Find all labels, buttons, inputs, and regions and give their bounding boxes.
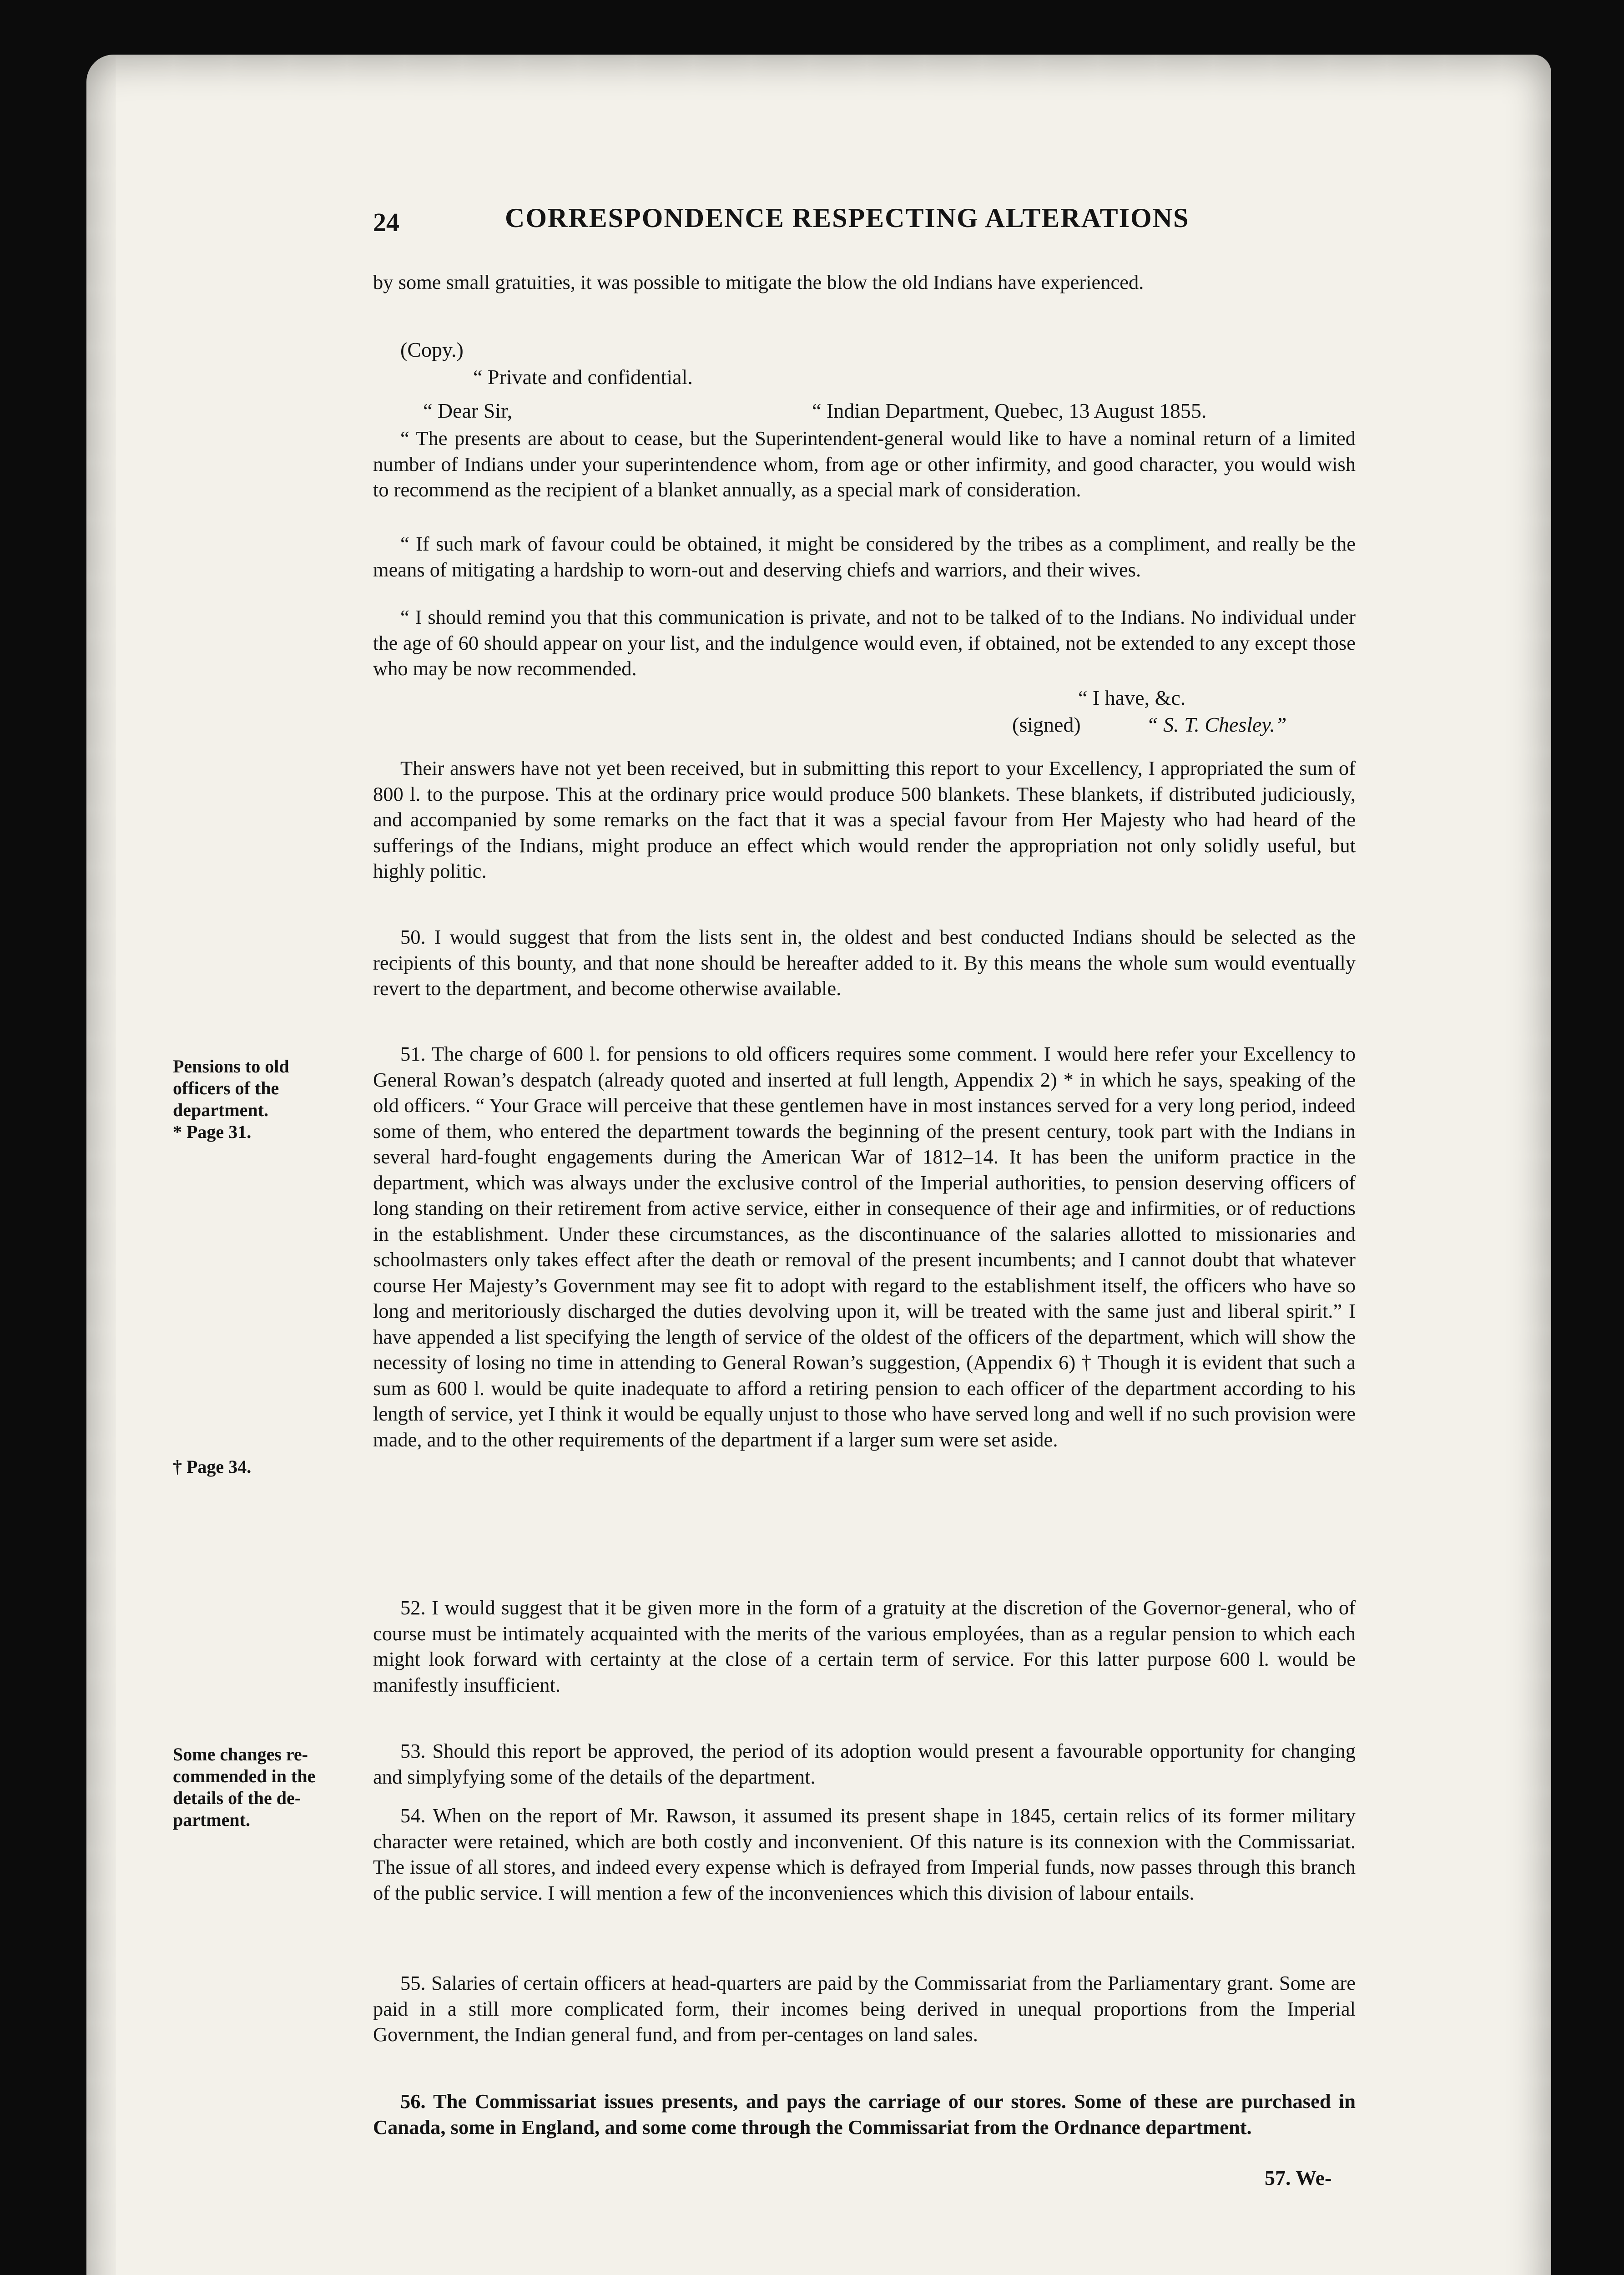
letter-heading: “ Private and confidential. <box>473 365 693 389</box>
paragraph-52: 52. I would suggest that it be given more in the form of a gratuity at the discretion of the Governor-general, who of course must be intimately acquainted with the merits of the various employées, than as a regular pension to which each might look forward with certainty at the close of a certain term of service. For this latter purpose 600 l. would be manifestly insufficient. <box>373 1596 1356 1696</box>
opening-text: by some small gratuities, it was possible to mitigate the blow the old Indians have experienced. <box>373 271 1144 293</box>
letter-salutation: “ Dear Sir, <box>423 399 513 422</box>
letter-paragraph: “ If such mark of favour could be obtained, it might be considered by the tribes as a compliment, and really be the means of mitigating a hardship to worn-out and deserving chiefs and warriors, and their wives. <box>373 532 1356 581</box>
margin-note-changes <box>173 1744 315 1831</box>
margin-note-pensions <box>173 1056 289 1143</box>
letter-signature: “ S. T. Chesley.” <box>1146 713 1287 736</box>
paragraph-56: 56. The Commissariat issues presents, and pays the carriage of our stores. Some of these are purchased in Canada, some in England, and some come through the Commissariat from the Ordnance department. <box>373 2090 1356 2138</box>
letter-paragraph: “ I should remind you that this communication is private, and not to be talked of to the Indians. No individual under the age of 60 should appear on your list, and the indulgence would even, if obtained, not be extended to any except those who may be now recommended. <box>373 606 1356 680</box>
paragraph-51: 51. The charge of 600 l. for pensions to old officers requires some comment. I would here refer your Excellency to General Rowan’s despatch (already quoted and inserted at full length, Appendix 2) * in which he says, speaking of the old officers. “ Your Grace will perceive that these gentlemen have in most instances served for a very long period, indeed some of them, who entered the department towards the beginning of the present century, took part with the Indians in several hard-fought engagements during the American War of 1812–14. It has been the uniform practice in the department, which was always under the exclusive control of the Imperial authorities, to pension deserving officers of long standing on their retirement from active service, either in consequence of their age and infirmities, or of reductions in the establishment. Under these circumstances, as the discontinuance of the salaries allotted to missionaries and schoolmasters only takes effect after the death or removal of the present incumbents; and I cannot doubt that whatever course Her Majesty’s Government may see fit to adopt with regard to the establishment itself, the officers who have so long and meritoriously discharged the duties devolving upon it, will be treated with the same just and liberal spirit.” I have appended a list specifying the length of service of the oldest of the officers of the department, which will show the necessity of losing no time in attending to General Rowan’s suggestion, (Appendix 6) † Though it is evident that such a sum as 600 l. would be quite inadequate to afford a retiring pension to each officer of the department according to his length of service, yet I think it would be equally unjust to those who have served long and well if no such provision were made, and to the other requirements of the department if a larger sum were set aside. <box>373 1042 1356 1451</box>
margin-note-line: partment. <box>173 1810 250 1830</box>
margin-note-page34: † Page 34. <box>173 1456 252 1477</box>
margin-note-line: department. <box>173 1100 268 1120</box>
letter-address-date: “ Indian Department, Quebec, 13 August 1855. <box>812 399 1207 422</box>
margin-note-line: commended in the <box>173 1766 316 1786</box>
paragraph-53: 53. Should this report be approved, the period of its adoption would present a favourable opportunity for changing and simplyfying some of the details of the department. <box>373 1739 1356 1788</box>
paragraph-50: 50. I would suggest that from the lists sent in, the oldest and best conducted Indians should be selected as the recipients of this bounty, and that none should be hereafter added to it. By this means the whole sum would eventually revert to the department, and become otherwise available. <box>373 925 1356 1000</box>
paragraph-54: 54. When on the report of Mr. Rawson, it assumed its present shape in 1845, certain relics of its former military character were retained, which are both costly and inconvenient. Of this nature is its connexion with the Commissariat. The issue of all stores, and indeed every expense which is defrayed from Imperial funds, now passes through this branch of the public service. I will mention a few of the inconveniences which this division of labour entails. <box>373 1804 1356 1904</box>
paragraph-answers: Their answers have not yet been received, but in submitting this report to your Excellency, I appropriated the sum of 800 l. to the purpose. This at the ordinary price would produce 500 blankets. These blankets, if distributed judiciously, and accompanied by some remarks on the fact that it was a special favour from Her Majesty who had heard of the sufferings of the Indians, might produce an effect which would render the appropriation not only solidly useful, but highly politic. <box>373 757 1356 882</box>
running-title: CORRESPONDENCE RESPECTING ALTERATIONS <box>505 203 1190 233</box>
paragraph-55: 55. Salaries of certain officers at head-quarters are paid by the Commissariat from the Parliamentary grant. Some are paid in a still more complicated form, their incomes being derived in unequal proportions from the Imperial Government, the Indian general fund, and from per-centages on land sales. <box>373 1972 1356 2046</box>
margin-note-line: details of the de- <box>173 1788 301 1808</box>
letter-closing: “ I have, &c. <box>1078 686 1186 709</box>
catchword: 57. We- <box>1265 2166 1332 2189</box>
margin-note-line: officers of the <box>173 1078 279 1098</box>
letter-paragraph: “ The presents are about to cease, but the Superintendent-general would like to have a nominal return of a limited number of Indians under your superintendence whom, from age or other infirmity, and good character, you would wish to recommend as the recipient of a blanket annually, as a special mark of consideration. <box>373 427 1356 501</box>
margin-note-line: Pensions to old <box>173 1056 289 1077</box>
margin-note-line: Some changes re- <box>173 1744 308 1764</box>
copy-label: (Copy.) <box>400 338 464 361</box>
margin-note-line: * Page 31. <box>173 1122 252 1142</box>
signed-label: (signed) <box>1012 713 1081 736</box>
page-number: 24 <box>373 207 399 237</box>
